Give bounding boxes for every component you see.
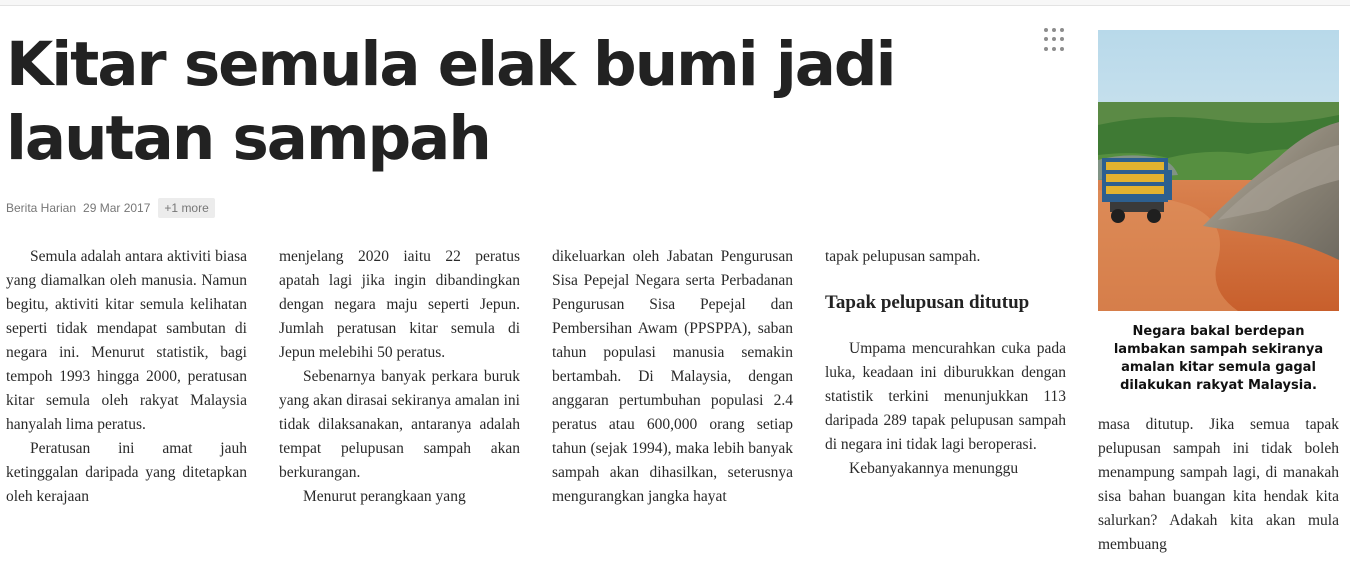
date-label: 29 Mar 2017	[83, 201, 151, 215]
paragraph: menjelang 2020 iaitu 22 peratus apatah lagi jika ingin dibandingkan dengan negara maju seperti Jepun. Jumlah peratusan kitar semula di Jepun melebihi 50 peratus.	[279, 248, 520, 361]
paragraph: Semula adalah antara aktiviti biasa yang diamalkan oleh manusia. Namun begitu, aktiviti kitar semula kelihatan seperti tidak mendapat sambutan di negara ini. Menurut statistik, bagi tempoh 1993 hingga 2000, peratusan kitar semula oleh rakyat Malaysia hanyalah lima peratus.	[6, 248, 247, 433]
photo-caption: Negara bakal berdepan lambakan sampah sekiranya amalan kitar semula gagal dilakukan rakyat Malaysia.	[1113, 324, 1324, 393]
paragraph: Kebanyakannya menunggu	[849, 460, 1019, 477]
paragraph: tapak pelupusan sampah.	[825, 248, 981, 265]
more-sources-button[interactable]: +1 more	[158, 198, 214, 218]
paragraph: masa ditutup. Jika semua tapak pelupusan sampah ini tidak boleh menampung sampah lagi, di manakah sisa bahan buangan kita hendak kita salurkan? Adakah kita akan mula membuang	[1098, 416, 1339, 553]
paragraph: Umpama mencurahkan cuka pada luka, keadaan ini diburukkan dengan statistik terkini menunjukkan 113 daripada 289 tapak pelupusan sampah di negara ini tidak lagi beroperasi.	[825, 340, 1066, 453]
grid-menu-icon[interactable]	[1044, 28, 1068, 52]
paragraph: Peratusan ini amat jauh ketinggalan daripada yang ditetapkan oleh kerajaan	[6, 440, 247, 505]
subheading: Tapak pelupusan ditutup	[825, 292, 1030, 313]
text-column-4	[825, 245, 1066, 481]
article-photo	[1098, 30, 1339, 311]
text-column-5	[1098, 413, 1339, 557]
text-column-2	[279, 245, 520, 509]
source-label[interactable]: Berita Harian	[6, 201, 77, 215]
text-column-3	[552, 245, 793, 509]
text-column-1	[6, 245, 247, 509]
paragraph: dikeluarkan oleh Jabatan Pengurusan Sisa Pepejal Negara serta Perbadanan Pengurusan Sisa Pepejal dan Pembersihan Awam (PPSPPA), saban tahun populasi manusia semakin bertambah. Di Malaysia, dengan anggaran pertumbuhan populasi 2.4 peratus atau 600,000 orang setiap tahun (sejak 1994), maka lebih banyak sampah akan dihasilkan, seterusnya mengurangkan jangka hayat	[552, 248, 793, 505]
paragraph: Sebenarnya banyak perkara buruk yang akan dirasai sekiranya amalan ini tidak dilaksanakan, antaranya adalah tempat pelupusan sampah akan berkurangan.	[279, 368, 520, 481]
article-title: Kitar semula elak bumi jadi lautan sampah	[6, 29, 895, 174]
article-meta	[6, 198, 215, 218]
paragraph: Menurut perangkaan yang	[303, 488, 466, 505]
top-border	[0, 0, 1350, 6]
